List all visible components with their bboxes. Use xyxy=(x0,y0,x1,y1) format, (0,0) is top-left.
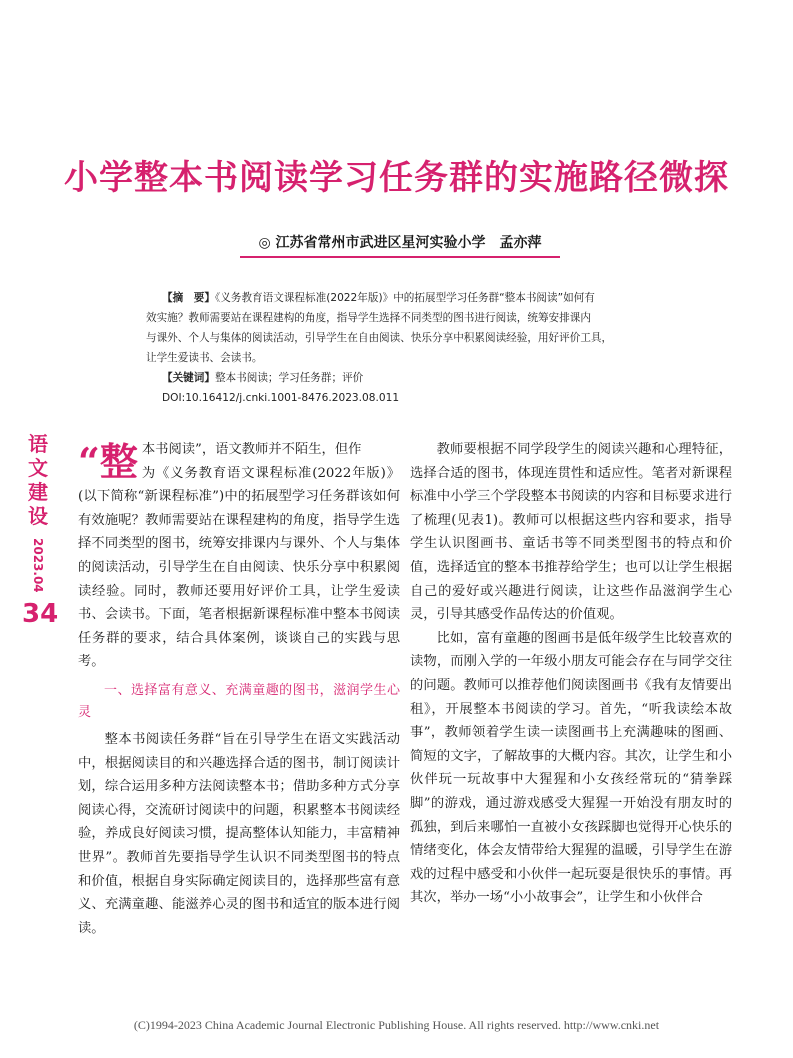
intro-paragraph: “整本书阅读”，语文教师并不陌生，但作 为《义务教育语文课程标准(2022年版)》(以下简称“新课程标准”)中的拓展型学习任务群该如何有效施呢？教师需要站在课程建构的角度，指导学生选择不同类型的图书，统筹安排课内与课外、个人与集体的阅读活动，引导学生在自由阅读、快乐分享中积累阅读经验。同时，教师还要用好评价工具，让学生爱读书、会读书。下面，笔者根据新课程标准中整本书阅读任务群的要求，结合具体案例，谈谈自己的实践与思考。 xyxy=(78,439,400,670)
left-column xyxy=(78,438,400,940)
abstract-line-1: 【摘 要】《义务教育语文课程标准(2022年版)》中的拓展型学习任务群“整本书阅读”如何有 xyxy=(162,292,595,304)
keywords-label: 【关键词】 xyxy=(162,372,215,384)
abstract-block xyxy=(146,288,656,408)
copyright-footer: (C)1994-2023 China Academic Journal Electronic Publishing House. All rights reserved. http://www.cnki.net xyxy=(133,1018,660,1032)
journal-sidebar xyxy=(22,432,59,629)
body-paragraph: 教师要根据不同学段学生的阅读兴趣和心理特征，选择合适的图书，体现连贯性和适应性。笔者对新课程标准中小学三个学段整本书阅读的内容和目标要求进行了梳理(见表1)。教师可以根据这些内容和要求，指导学生认识图画书、童话书等不同类型图书的特点和价值，选择适宜的整本书推荐给学生；也可以让学生根据自己的爱好或兴趣进行阅读，让这些作品滋润学生心灵，引导其感受作品传达的价值观。 xyxy=(410,442,732,623)
body-paragraph: 比如，富有童趣的图画书是低年级学生比较喜欢的读物，而刚入学的一年级小朋友可能会存在与同学交往的问题。教师可以推荐他们阅读图画书《我有友情要出租》，开展整本书阅读的学习。首先，“听我读绘本故事”，教师领着学生读一读图画书上充满趣味的图画、简短的文字，了解故事的大概内容。其次，让学生和小伙伴玩一玩故事中大猩猩和小女孩经常玩的“猜拳踩脚”的游戏，通过游戏感受大猩猩一开始没有朋友时的孤独，到后来哪怕一直被小女孩踩脚也觉得开心快乐的情绪变化，体会友情带给大猩猩的温暖，引导学生在游戏的过程中感受和小伙伴一起玩耍是很快乐的事情。再其次，举办一场“小小故事会”，让学生和小伙伴合 xyxy=(410,630,732,906)
drop-cap: “整 xyxy=(78,439,138,484)
journal-name: 语文建设 xyxy=(28,432,48,528)
article-title: 小学整本书阅读学习任务群的实施路径微探 xyxy=(64,158,729,198)
abstract-line-3: 与课外、个人与集体的阅读活动，引导学生在自由阅读、快乐分享中积累阅读经验，用好评价工具， xyxy=(146,332,613,344)
abstract-line-4: 让学生爱读书、会读书。 xyxy=(146,352,263,364)
issue-date: 2023.04 xyxy=(31,538,45,593)
section-heading-1: 一、选择富有意义、充满童趣的图书，滋润学生心灵 xyxy=(78,682,400,720)
abstract-line-2: 效实施？教师需要站在课程建构的角度，指导学生选择不同类型的图书进行阅读，统筹安排课内 xyxy=(146,312,591,324)
body-paragraph: 整本书阅读任务群“旨在引导学生在语文实践活动中，根据阅读目的和兴趣选择合适的图书，制订阅读计划，综合运用多种方法阅读整本书；借助多种方式分享阅读心得，交流研讨阅读中的问题，积累整本书阅读经验，养成良好阅读习惯，提高整体认知能力，丰富精神世界”。教师首先要指导学生认识不同类型图书的特点和价值，根据自身实际确定阅读目的，选择那些富有意义、充满童趣、能滋养心灵的图书和适宜的版本进行阅读。 xyxy=(78,731,400,936)
right-column xyxy=(410,438,732,910)
keywords-text: 整本书阅读；学习任务群；评价 xyxy=(214,372,364,384)
doi-line: DOI:10.16412/j.cnki.1001-8476.2023.08.011 xyxy=(162,392,400,404)
page-number: 34 xyxy=(22,598,59,629)
abstract-label: 【摘 要】 xyxy=(162,292,215,304)
keywords-line xyxy=(146,368,656,388)
author-line: ◎ 江苏省常州市武进区星河实验小学 孟亦萍 xyxy=(240,232,560,258)
